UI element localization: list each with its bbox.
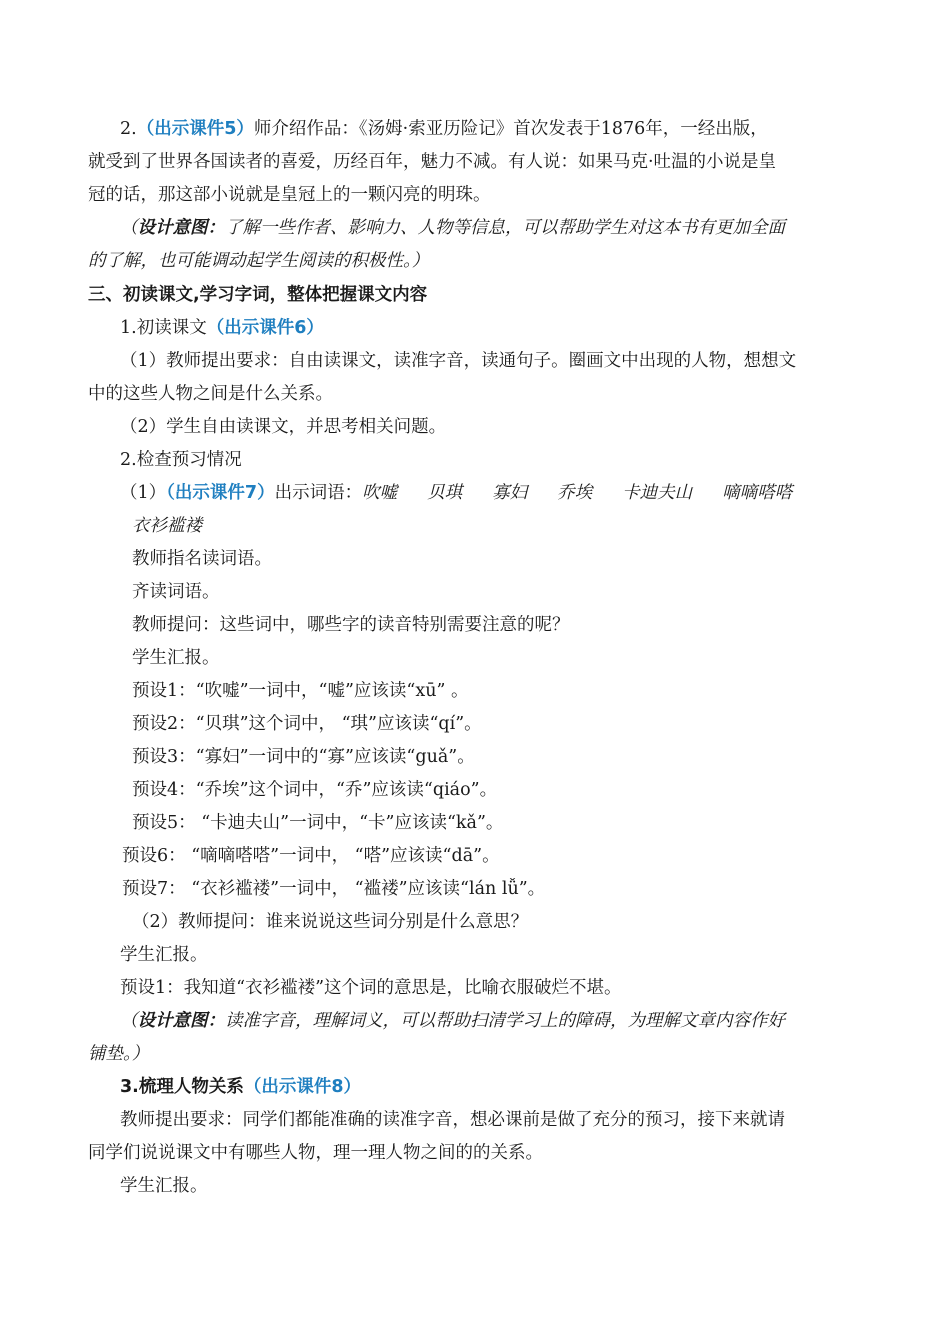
vocab-term-last: 衣衫褴褛: [132, 516, 202, 536]
paragraph-intro-line1: [120, 117, 768, 141]
courseware-tag: （出示课件5）: [136, 119, 254, 139]
step-1-line1: （1）教师提出要求：自由读课文，读准字音，读通句子。圈画文中出现的人物，想想文: [120, 351, 797, 371]
paren-open: （: [120, 218, 138, 238]
preset-line: 预设3：“寡妇”一词中的“寡”应该读“guǎ”。: [132, 747, 475, 767]
design-intent-line2: 铺垫。）: [88, 1044, 150, 1064]
vocab-term: 乔埃: [557, 483, 593, 503]
step-prefix: （1）: [120, 483, 167, 503]
design-intent-line2: 的了解，也可能调动起学生阅读的积极性。）: [88, 251, 430, 271]
courseware-tag: （出示课件8）: [243, 1077, 362, 1097]
design-intent-line1: [120, 216, 785, 240]
paren-open: （: [120, 1011, 138, 1031]
step-2-line: （2）学生自由读课文，并思考相关问题。: [120, 417, 447, 437]
design-intent-text: 读准字音，理解词义，可以帮助扫清学习上的障碍，为理解文章内容作好: [225, 1011, 785, 1031]
step-question: （2）教师提问：谁来说说这些词分别是什么意思？: [132, 912, 529, 932]
vocab-term: 贝琪: [427, 483, 463, 503]
preset-line: 预设5： “卡迪夫山”一词中，“卡”应该读“kǎ”。: [132, 813, 504, 833]
preset-line: 预设6： “嘀嘀嗒嗒”一词中， “嗒”应该读“dā”。: [122, 846, 500, 866]
design-intent-line1: [120, 1009, 785, 1033]
courseware-tag: （出示课件7）: [166, 483, 275, 503]
preset-line: 预设2：“贝琪”这个词中， “琪”应该读“qí”。: [132, 714, 482, 734]
vocab-term: 嘀嘀嗒嗒: [722, 483, 793, 503]
vocab-line: [120, 481, 822, 505]
list-item: 学生汇报。: [120, 945, 208, 965]
vocab-term: 卡迪夫山: [622, 483, 693, 503]
step-3-report: 学生汇报。: [120, 1176, 208, 1196]
vocab-terms: [362, 483, 822, 503]
subsection-2-heading: 2.检查预习情况: [120, 450, 242, 470]
subsection-3-heading: [120, 1075, 361, 1099]
vocab-intro: 出示词语：: [274, 483, 363, 503]
paragraph-intro-line2: 就受到了世界各国读者的喜爱，历经百年，魅力不减。有人说：如果马克·吐温的小说是皇: [88, 152, 777, 172]
step-3-line2: 同学们说说课文中有哪些人物，理一理人物之间的的关系。: [88, 1143, 543, 1163]
list-item: 齐读词语。: [132, 582, 220, 602]
paragraph-text: 师介绍作品：《汤姆·索亚历险记》首次发表于1876年，一经出版，: [253, 119, 768, 139]
step-3-line1: 教师提出要求：同学们都能准确的读准字音，想必课前是做了充分的预习，接下来就请: [120, 1110, 785, 1130]
subsection-label: 3.梳理人物关系: [120, 1077, 244, 1097]
preset-line: 预设4：“乔埃”这个词中，“乔”应该读“qiáo”。: [132, 780, 498, 800]
step-1-line2: 中的这些人物之间是什么关系。: [88, 384, 333, 404]
paragraph-intro-line3: 冠的话，那这部小说就是皇冠上的一颗闪亮的明珠。: [88, 185, 491, 205]
courseware-tag: （出示课件6）: [206, 318, 324, 338]
list-item: 教师提问：这些词中，哪些字的读音特别需要注意的呢？: [132, 615, 570, 635]
preset-line: 预设7： “衣衫褴褛”一词中， “褴褛”应该读“lán lǚ”。: [122, 879, 546, 899]
item-number: 2.: [120, 119, 137, 139]
preset-line: 预设1：我知道“衣衫褴褛”这个词的意思是，比喻衣服破烂不堪。: [120, 978, 622, 998]
design-intent-label: 设计意图：: [137, 218, 225, 238]
section-heading: 三、初读课文,学习字词，整体把握课文内容: [88, 285, 428, 305]
vocab-term: 吹嘘: [362, 483, 398, 503]
subsection-label: 1.初读课文: [120, 318, 207, 338]
list-item: 教师指名读词语。: [132, 549, 272, 569]
subsection-1-heading: [120, 316, 324, 340]
list-item: 学生汇报。: [132, 648, 220, 668]
vocab-term: 寡妇: [492, 483, 528, 503]
design-intent-label: 设计意图：: [137, 1011, 225, 1031]
preset-line: 预设1：“吹嘘”一词中，“嘘”应该读“xū” 。: [132, 681, 469, 701]
design-intent-text: 了解一些作者、影响力、人物等信息，可以帮助学生对这本书有更加全面: [225, 218, 785, 238]
